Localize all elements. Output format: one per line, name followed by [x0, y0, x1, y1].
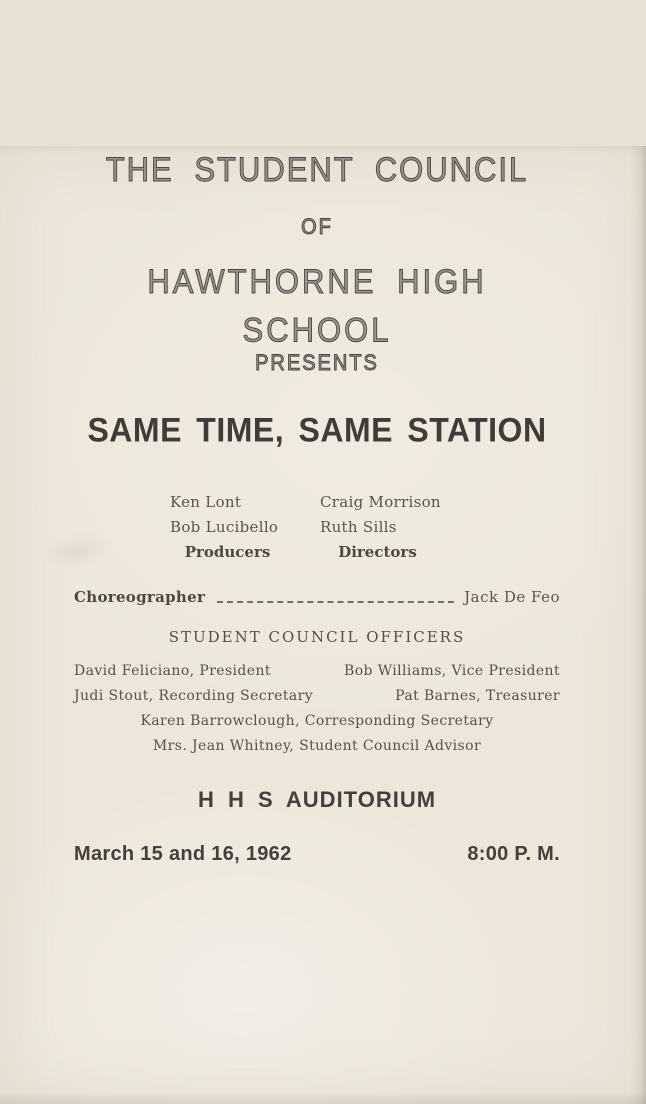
producers-column: [170, 490, 320, 565]
directors-column: [320, 490, 470, 565]
dashed-leader: [217, 601, 454, 603]
director-name: Ruth Sills: [320, 518, 397, 536]
producer-name: Ken Lont: [170, 493, 242, 511]
footer-row: [74, 841, 560, 867]
presenter-line-2: OF: [301, 215, 333, 240]
event-time: 8:00 P. M.: [467, 843, 560, 865]
officer-right: Bob Williams, Vice President: [344, 663, 560, 679]
officer-row: [74, 684, 560, 709]
directors-label: Directors: [338, 543, 417, 561]
pencil-smudge: [39, 527, 115, 575]
program-page: [0, 146, 646, 1104]
officers-list: [74, 659, 560, 759]
presenter-line-3: HAWTHORNE HIGH SCHOOL: [147, 262, 487, 350]
credits-block: [170, 490, 560, 565]
producers-label: Producers: [184, 543, 271, 561]
officer-left: Judi Stout, Recording Secretary: [74, 688, 314, 704]
officer-centered: Karen Barrowclough, Corresponding Secretary: [140, 713, 494, 729]
choreographer-name: Jack De Feo: [464, 588, 560, 606]
officer-centered: Mrs. Jean Whitney, Student Council Advisor: [152, 738, 482, 754]
show-title: SAME TIME, SAME STATION: [87, 410, 547, 450]
venue: H H S AUDITORIUM: [197, 787, 437, 812]
event-date: March 15 and 16, 1962: [74, 843, 292, 865]
officer-row: [74, 659, 560, 684]
director-name: Craig Morrison: [320, 493, 441, 511]
officers-heading: STUDENT COUNCIL OFFICERS: [168, 628, 466, 646]
officer-left: David Feliciano, President: [74, 663, 271, 679]
presenter-line-1: THE STUDENT COUNCIL: [105, 150, 529, 189]
choreographer-label: Choreographer: [74, 588, 206, 606]
choreographer-row: [74, 587, 560, 607]
producer-name: Bob Lucibello: [170, 518, 279, 536]
presenter-line-4: PRESENTS: [255, 351, 379, 376]
officer-right: Pat Barnes, Treasurer: [395, 688, 560, 704]
